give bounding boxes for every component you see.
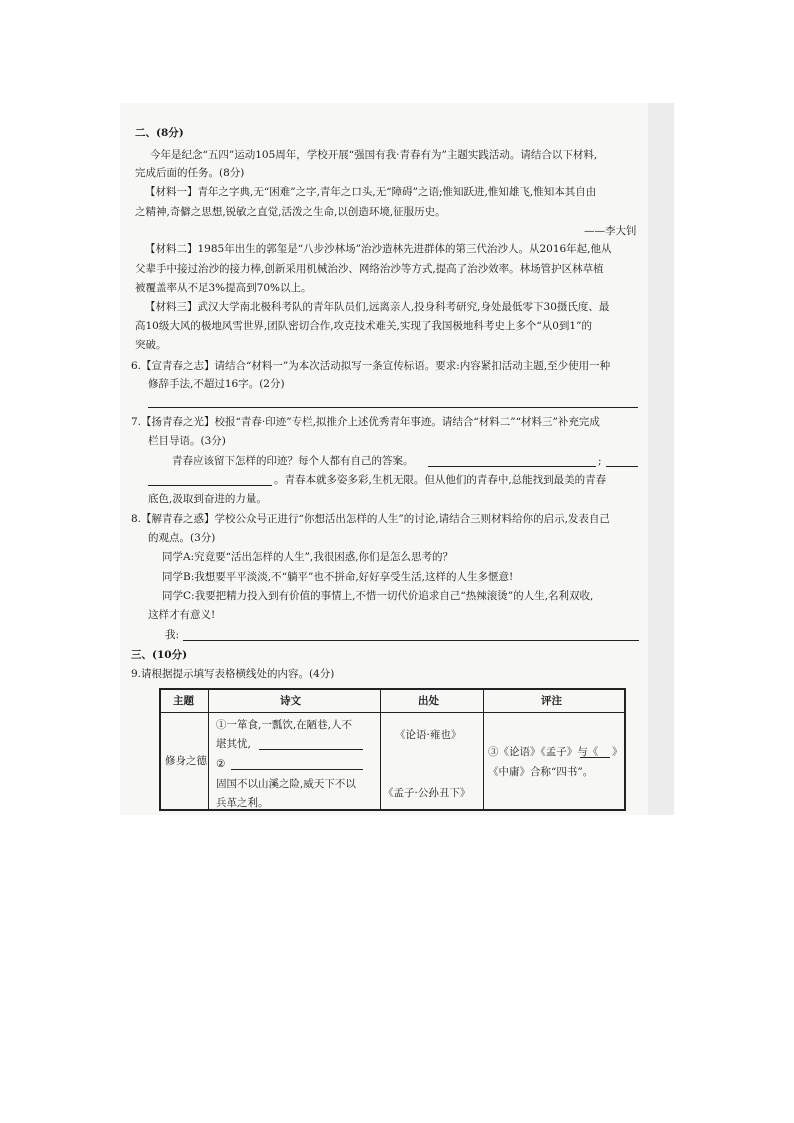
material-1-author: ——李大钊 bbox=[584, 225, 637, 237]
question-7-semicolon: ; bbox=[598, 455, 602, 467]
table-header-rule bbox=[161, 712, 624, 713]
question-6-answer-line[interactable] bbox=[148, 407, 638, 408]
table-header-source: 出处 bbox=[418, 695, 439, 707]
poem-2-blank[interactable] bbox=[231, 769, 363, 770]
student-c-comment-line-1: 同学C:我要把精力投入到有价值的事情上,不惜一切代价追求自己“热辣滚烫”的人生,名利双收, bbox=[162, 590, 594, 602]
question-6-line-1: 6.【宣青春之志】请结合“材料一”为本次活动拟写一条宣传标语。要求:内容紧扣活动主题,至少使用一种 bbox=[131, 360, 611, 372]
question-7-line-4: 。青春本就多姿多彩,生机无限。但从他们的青春中,总能找到最美的青春 bbox=[274, 474, 607, 486]
table-divider bbox=[483, 690, 484, 809]
source-2: 《孟子·公孙丑下》 bbox=[383, 787, 471, 799]
student-b-comment: 同学B:我想要平平淡淡,不“躺平”也不拼命,好好享受生活,这样的人生多惬意! bbox=[162, 571, 514, 583]
note-line-1-end: 》 bbox=[612, 746, 623, 758]
my-view-answer-line[interactable] bbox=[183, 640, 639, 641]
question-8-line-1: 8.【解青春之惑】学校公众号正进行“你想活出怎样的人生”的讨论,请结合三则材料给你的启示,发表自己 bbox=[131, 513, 610, 525]
poem-2-number: ② bbox=[216, 758, 226, 770]
table-header-poem: 诗文 bbox=[280, 695, 301, 707]
source-1: 《论语·雍也》 bbox=[395, 729, 462, 741]
section-2-heading: 二、(8分) bbox=[135, 127, 184, 139]
material-3-line-1: 【材料三】武汉大学南北极科考队的青年队员们,远离亲人,投身科考研究,身处最低零下30摄氏度、最 bbox=[145, 301, 610, 313]
poem-2-line-3: 兵革之利。 bbox=[216, 797, 269, 809]
student-c-comment-line-2: 这样才有意义! bbox=[148, 609, 216, 621]
question-7-line-5: 底色,汲取到奋进的力量。 bbox=[148, 493, 267, 505]
poem-1-blank[interactable] bbox=[259, 749, 363, 750]
material-2-line-3: 被覆盖率从不足3%提高到70%以上。 bbox=[135, 282, 312, 294]
section-3-heading: 三、(10分) bbox=[131, 649, 188, 661]
material-1-line-1: 【材料一】青年之字典,无“困难”之字,青年之口头,无“障碍”之语;惟知跃进,惟知雄飞,惟知本其自由 bbox=[145, 186, 597, 198]
question-6-line-2: 修辞手法,不超过16字。(2分) bbox=[148, 378, 285, 390]
note-line-2: 《中庸》合称“四书”。 bbox=[488, 766, 594, 778]
scan-edge-band bbox=[648, 103, 674, 815]
student-a-comment: 同学A:究竟要“活出怎样的人生”,我很困惑,你们是怎么思考的？ bbox=[162, 551, 454, 563]
poetry-table bbox=[159, 688, 626, 811]
question-8-line-2: 的观点。(3分) bbox=[148, 532, 216, 544]
table-header-note: 评注 bbox=[541, 695, 562, 707]
table-header-theme: 主题 bbox=[173, 695, 194, 707]
poem-1-line-1: ①一箪食,一瓢饮,在陋巷,人不 bbox=[216, 719, 353, 731]
material-1-line-2: 之精神,奇僻之思想,锐敏之直觉,活泼之生命,以创造环境,征服历史。 bbox=[135, 206, 446, 218]
table-divider bbox=[208, 690, 209, 809]
question-7-prompt: 青春应该留下怎样的印迹？每个人都有自己的答案。 bbox=[172, 455, 414, 467]
question-7-line-2: 栏目导语。(3分) bbox=[148, 435, 226, 447]
poem-2-line-2: 固国不以山溪之险,威天下不以 bbox=[216, 778, 356, 790]
note-blank[interactable] bbox=[580, 757, 610, 758]
question-7-blank-2b[interactable] bbox=[148, 485, 272, 486]
material-3-line-2: 高10级大风的极地风雪世界,团队密切合作,攻克技术难关,实现了我国极地科考史上多个“从0到1”的 bbox=[135, 320, 592, 332]
table-divider bbox=[380, 690, 381, 809]
question-7-line-1: 7.【扬青春之光】校报“青春·印迹”专栏,拟推介上述优秀青年事迹。请结合“材料二”“材料三”补充完成 bbox=[131, 416, 600, 428]
material-2-line-2: 父辈手中接过治沙的接力棒,创新采用机械治沙、网络治沙等方式,提高了治沙效率。林场管护区林草植 bbox=[135, 263, 604, 275]
my-view-label: 我: bbox=[165, 629, 180, 641]
material-3-line-3: 突破。 bbox=[135, 339, 167, 351]
question-7-blank-1[interactable] bbox=[428, 466, 596, 467]
question-9-prompt: 9.请根据提示填写表格横线处的内容。(4分) bbox=[131, 668, 335, 680]
material-2-line-1: 【材料二】1985年出生的郭玺是“八步沙林场”治沙造林先进群体的第三代治沙人。从2016年起,他从 bbox=[145, 243, 612, 255]
theme-cell: 修身之德 bbox=[165, 755, 207, 767]
note-line-1: ③《论语》《孟子》与《 bbox=[488, 746, 599, 758]
intro-line-2: 完成后面的任务。(8分) bbox=[135, 167, 245, 179]
question-7-blank-2a[interactable] bbox=[606, 466, 638, 467]
poem-1-line-2: 堪其忧, bbox=[216, 738, 251, 750]
intro-line-1: 今年是纪念“五四”运动105周年，学校开展“强国有我·青春有为”主题实践活动。请结合以下材料, bbox=[150, 149, 598, 161]
